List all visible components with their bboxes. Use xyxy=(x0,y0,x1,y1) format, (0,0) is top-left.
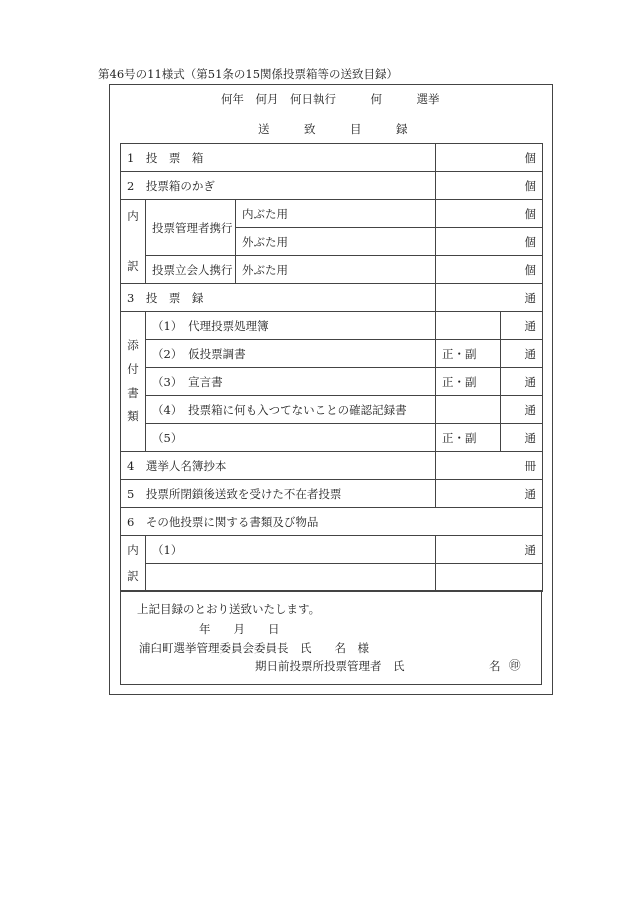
sender-line: 期日前投票所投票管理者 氏 xyxy=(255,659,405,673)
unit-cell: 通 xyxy=(501,368,543,396)
unit-cell: 通 xyxy=(501,396,543,424)
row-ballot-box xyxy=(121,144,543,172)
row-other-documents xyxy=(121,508,543,536)
document-title: 送 致 目 録 xyxy=(258,122,408,136)
row-attachment-3 xyxy=(121,368,543,396)
copy-cell: 正・副 xyxy=(436,340,501,368)
row-label: （4） 投票箱に何も入つてないことの確認記録書 xyxy=(146,396,436,424)
unit-cell: 個 xyxy=(436,256,543,284)
row-label: 1 投 票 箱 xyxy=(121,144,436,172)
row-ballot-box-keys xyxy=(121,172,543,200)
row-attachment-4 xyxy=(121,396,543,424)
copy-cell xyxy=(436,396,501,424)
row-label: 内ぶた用 xyxy=(236,200,436,228)
copy-cell: 正・副 xyxy=(436,368,501,396)
row-label xyxy=(146,564,436,592)
unit-cell: 通 xyxy=(501,312,543,340)
copy-cell xyxy=(436,312,501,340)
unit-cell: 通 xyxy=(501,424,543,452)
group-label: 投票管理者携行 xyxy=(146,200,236,256)
row-label: 6 その他投票に関する書類及び物品 xyxy=(121,508,543,536)
row-label: （3） 宣言書 xyxy=(146,368,436,396)
unit-cell: 個 xyxy=(436,228,543,256)
unit-cell: 冊 xyxy=(436,452,543,480)
unit-cell: 通 xyxy=(436,284,543,312)
row-attachment-5 xyxy=(121,424,543,452)
unit-cell: 個 xyxy=(436,200,543,228)
row-voter-register xyxy=(121,452,543,480)
row-label: 5 投票所閉鎖後送致を受けた不在者投票 xyxy=(121,480,436,508)
addressee-line: 浦臼町選挙管理委員会委員長 氏 名 様 xyxy=(139,641,369,655)
row-other-breakdown-1 xyxy=(121,536,543,564)
row-absentee-ballots xyxy=(121,480,543,508)
unit-cell: 個 xyxy=(436,144,543,172)
row-label: 2 投票箱のかぎ xyxy=(121,172,436,200)
group-label: 投票立会人携行 xyxy=(146,256,236,284)
row-label: （1） xyxy=(146,536,436,564)
election-title: 何年 何月 何日執行 何 選挙 xyxy=(221,92,440,106)
seal-mark: ㊞ xyxy=(509,658,521,672)
row-label: 3 投 票 録 xyxy=(121,284,436,312)
copy-cell: 正・副 xyxy=(436,424,501,452)
row-attachment-2 xyxy=(121,340,543,368)
row-label: 4 選挙人名簿抄本 xyxy=(121,452,436,480)
unit-cell: 通 xyxy=(501,340,543,368)
breakdown-side-label: 内 訳 xyxy=(121,200,146,284)
unit-cell: 通 xyxy=(436,536,543,564)
row-label: （2） 仮投票調書 xyxy=(146,340,436,368)
row-other-breakdown-2 xyxy=(121,564,543,592)
row-label: （5） xyxy=(146,424,436,452)
row-label: 外ぶた用 xyxy=(236,256,436,284)
transmittal-statement: 上記目録のとおり送致いたします。 xyxy=(137,602,321,616)
row-attachment-1 xyxy=(121,312,543,340)
row-key-manager-inner xyxy=(121,200,543,228)
unit-cell: 個 xyxy=(436,172,543,200)
form-number-heading: 第46号の11様式（第51条の15関係投票箱等の送致目録） xyxy=(98,67,399,81)
breakdown-side-label: 内 訳 xyxy=(121,536,146,592)
signature-block xyxy=(120,590,542,685)
unit-cell: 通 xyxy=(436,480,543,508)
attachments-side-label: 添 付 書 類 xyxy=(121,312,146,452)
row-label: （1） 代理投票処理簿 xyxy=(146,312,436,340)
row-ballot-record xyxy=(121,284,543,312)
row-key-witness-outer xyxy=(121,256,543,284)
date-line: 年 月 日 xyxy=(199,622,280,636)
unit-cell xyxy=(436,564,543,592)
sender-name-suffix: 名 xyxy=(489,659,501,673)
row-label: 外ぶた用 xyxy=(236,228,436,256)
inventory-table xyxy=(120,143,543,592)
